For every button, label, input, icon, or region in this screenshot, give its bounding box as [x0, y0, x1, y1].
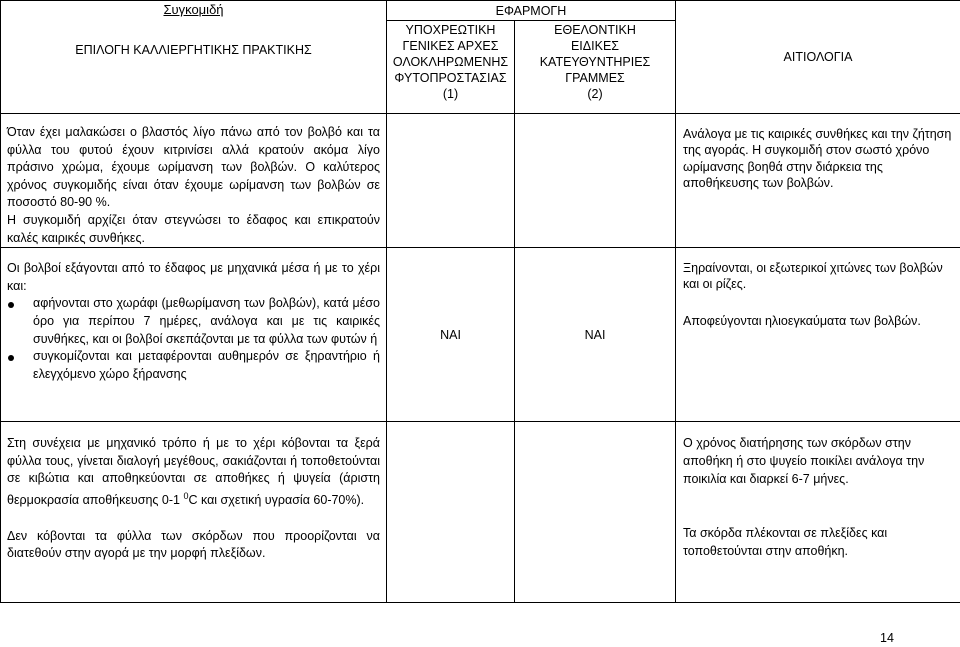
table-row	[1, 114, 960, 248]
practice-bullet-list	[7, 295, 380, 383]
mandatory-header-line: (1)	[442, 87, 459, 101]
practice-text: C και σχετική υγρασία 60-70%).	[188, 493, 365, 508]
reason-paragraph: Αποφεύγονται ηλιοεγκαύματα των βολβών.	[683, 313, 921, 328]
practice-paragraph: Όταν έχει μαλακώσει ο βλαστός λίγο πάνω από τον βολβό και τα φύλλα του φυτού έχουν κιτρινίσει αλλά κρατούν ακόμα λίγο πράσινο χρώμα, έχουμε ωρίμανση των βολβών. Ο καλύτερος χρόνος συγκομιδής είναι όταν έχουμε ωρίμανση των βολβών σε ποσοστό 80-90 %.	[7, 125, 380, 210]
practice-paragraph: Δεν κόβονται τα φύλλα των σκόρδων που προορίζονται να διατεθούν στην αγορά με την μορφή πλεξίδων.	[7, 528, 380, 561]
mandatory-cell: ΝΑΙ	[387, 248, 515, 422]
mandatory-column-header	[387, 21, 515, 114]
voluntary-header-line: ΚΑΤΕΥΘΥΝΤΗΡΙΕΣ	[539, 55, 651, 69]
practice-text: Στη συνέχεια με μηχανικό τρόπο ή με το χέρι κόβονται τα ξερά φύλλα τους, γίνεται διαλογή μεγέθους, σακιάζονται ή τοποθετούνται σε κιβώτια και αποθηκεύονται σε αποθήκες ή ψυγεία (άριστη θερμοκρασία αποθήκευσης 0-1	[7, 436, 380, 508]
practice-cell	[1, 248, 387, 422]
page-number: 14	[880, 631, 894, 645]
degree-superscript: 0	[183, 490, 189, 501]
practice-intro: Οι βολβοί εξάγονται από το έδαφος με μηχανικά μέσα ή με το χέρι και:	[7, 261, 380, 293]
practice-bullet-item: συγκομίζονται και μεταφέρονται αυθημερόν σε ξηραντήριο ή ελεγχόμενο χώρο ξήρανσης	[7, 348, 380, 383]
practice-cell	[1, 422, 387, 603]
voluntary-header-line: (2)	[587, 87, 603, 101]
reason-paragraph: Ο χρόνος διατήρησης των σκόρδων στην αποθήκη ή στο ψυγείο ποικίλει ανάλογα την ποικιλία και διαρκεί 6-7 μήνες.	[683, 436, 925, 487]
table-row	[1, 422, 960, 603]
mandatory-cell	[387, 422, 515, 603]
voluntary-header-line: ΕΙΔΙΚΕΣ	[570, 39, 620, 53]
practice-column-header: ΕΠΙΛΟΓΗ ΚΑΛΛΙΕΡΓΗΤΙΚΗΣ ΠΡΑΚΤΙΚΗΣ	[75, 43, 312, 57]
mandatory-header-line: ΦΥΤΟΠΡΟΣΤΑΣΙΑΣ	[394, 71, 507, 85]
voluntary-cell	[515, 422, 676, 603]
reason-column-header: ΑΙΤΙΟΛΟΓΙΑ	[676, 1, 960, 114]
section-title: Συγκομιδή	[163, 2, 224, 17]
practice-cell	[1, 114, 387, 248]
reason-cell	[676, 114, 960, 248]
table-row	[1, 248, 960, 422]
practice-bullet-item: αφήνονται στο χωράφι (μεθωρίμανση των βολβών), κατά μέσο όρο για περίπου 7 ημέρες, ανάλογα και με τις καιρικές συνθήκες, και οι βολβοί σκεπάζονται με τα φύλλα των φυτών ή	[7, 295, 380, 348]
voluntary-column-header	[515, 21, 676, 114]
practice-paragraph	[7, 435, 380, 510]
mandatory-header-line: ΓΕΝΙΚΕΣ ΑΡΧΕΣ	[402, 39, 499, 53]
mandatory-cell	[387, 114, 515, 248]
reason-cell	[676, 422, 960, 603]
voluntary-header-line: ΕΘΕΛΟΝΤΙΚΗ	[554, 23, 636, 37]
voluntary-cell: ΝΑΙ	[515, 248, 676, 422]
application-header: ΕΦΑΡΜΟΓΗ	[387, 1, 676, 21]
practice-header-cell	[1, 1, 387, 114]
reason-paragraph: Ανάλογα με τις καιρικές συνθήκες και την ζήτηση της αγοράς. Η συγκομιδή στον σωστό χρόνο ωρίμανσης βοηθά στην διάρκεια της αποθήκευσης των βολβών.	[683, 127, 952, 190]
mandatory-header-line: ΟΛΟΚΛΗΡΩΜΕΝΗΣ	[392, 55, 509, 69]
voluntary-cell	[515, 114, 676, 248]
mandatory-header-line: ΥΠΟΧΡΕΩΤΙΚΗ	[405, 23, 496, 37]
practice-paragraph: Η συγκομιδή αρχίζει όταν στεγνώσει το έδαφος και επικρατούν καλές καιρικές συνθήκες.	[7, 212, 380, 245]
voluntary-header-line: ΓΡΑΜΜΕΣ	[565, 71, 625, 85]
reason-paragraph: Ξηραίνονται, οι εξωτερικοί χιτώνες των βολβών και οι ρίζες.	[683, 261, 943, 292]
reason-paragraph: Τα σκόρδα πλέκονται σε πλεξίδες και τοποθετούνται στην αποθήκη.	[683, 526, 888, 559]
reason-cell	[676, 248, 960, 422]
